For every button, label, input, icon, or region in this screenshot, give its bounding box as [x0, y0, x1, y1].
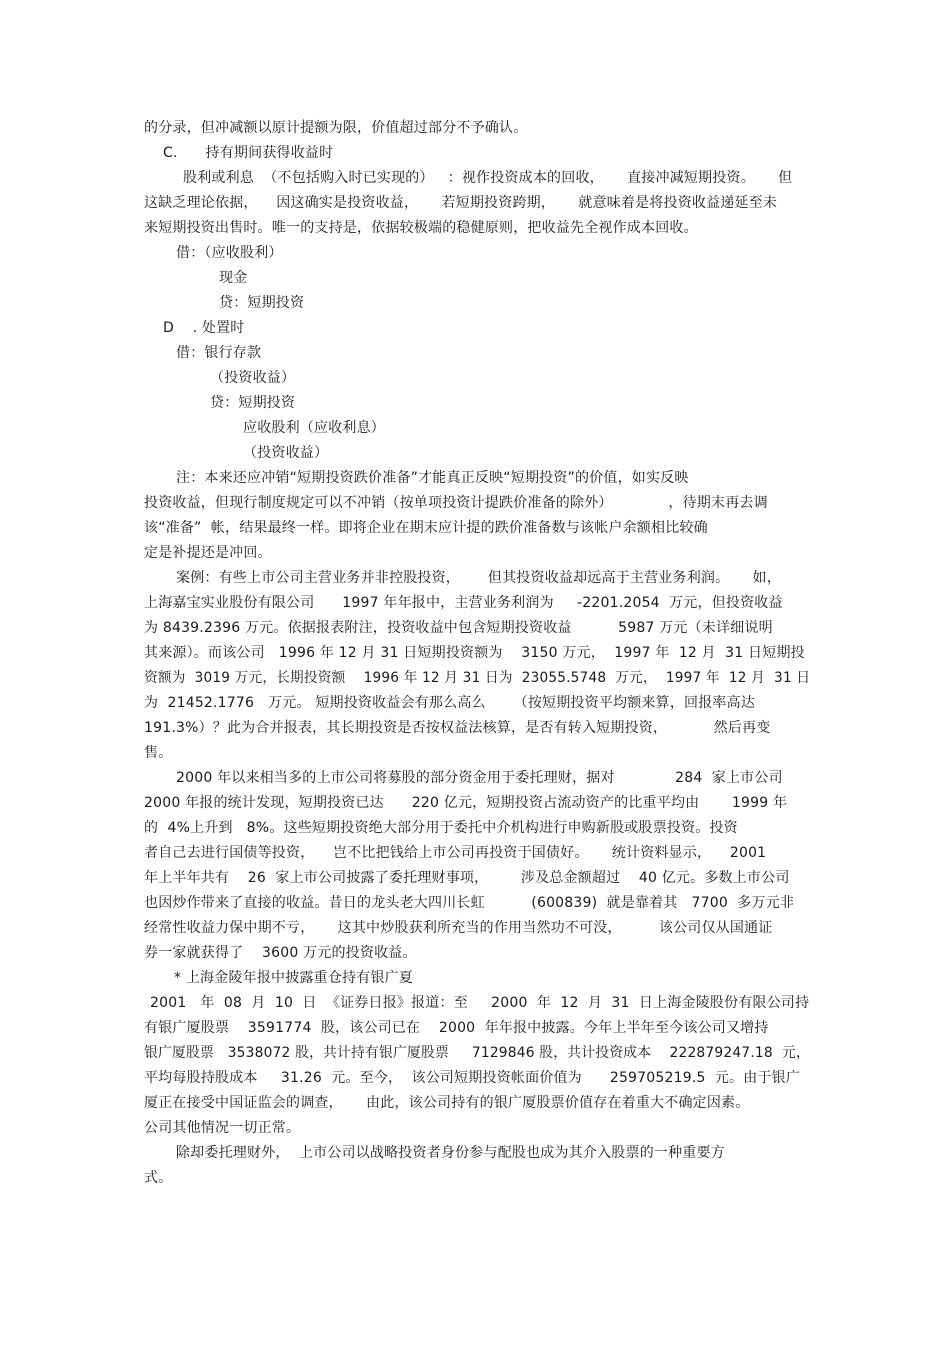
entry-line: 现金	[219, 270, 248, 286]
report-text: 2001 年 08 月 10 日 《证券日报》报道：至 2000 年 12 月 31 日上海金陵股份有限公司持	[150, 995, 810, 1011]
paragraph-text: 除却委托理财外， 上市公司以战略投资者身份参与配股也成为其介入股票的一种重要方	[176, 1145, 725, 1161]
paragraph-text: 者自己去进行国债等投资， 岂不比把钱给上市公司再投资于国债好。 统计资料显示， 2001	[144, 845, 767, 861]
case-text: 案例：有些上市公司主营业务并非控股投资， 但其投资收益却远高于主营业务利润。 如，	[176, 570, 781, 586]
case-text: 191.3%）？此为合并报表，其长期投资是否按权益法核算，是否有转入短期投资， 然后再变	[144, 720, 771, 736]
report-text: 银广厦股票 3538072 股，共计持有银广厦股票 7129846 股，共计投资成本 222879247.18 元，	[144, 1045, 810, 1061]
entry-credit: 贷：短期投资	[219, 295, 305, 311]
paragraph-text: 年上半年共有 26 家上市公司披露了委托理财事项， 涉及总金额超过 40 亿元。多数上市公司	[144, 870, 790, 886]
paragraph-text: 式。	[144, 1170, 173, 1186]
paragraph-text: 经常性收益力保中期不亏， 这其中炒股获利所充当的作用当然功不可没， 该公司仅从国通证	[144, 920, 773, 936]
paragraph-text: 券一家就获得了 3600 万元的投资收益。	[144, 945, 417, 961]
entry-line: 应收股利（应收利息）	[243, 420, 385, 436]
subheading: * 上海金陵年报中披露重仓持有银广夏	[174, 970, 414, 986]
paragraph-text: 的 4%上升到 8%。这些短期投资绝大部分用于委托中介机构进行申购新股或股票投资。投资	[144, 820, 738, 836]
entry-line: （投资收益）	[210, 370, 296, 386]
case-text: 上海嘉宝实业股份有限公司 1997 年年报中，主营业务利润为 -2201.2054 万元，但投资收益	[144, 595, 783, 611]
section-heading-d: D . 处置时	[163, 320, 245, 336]
entry-credit: 贷：短期投资	[210, 395, 296, 411]
report-text: 公司其他情况一切正常。	[144, 1120, 301, 1136]
paragraph-text: 2000 年报的统计发现，短期投资已达 220 亿元，短期投资占流动资产的比重平均由 1999 年	[144, 795, 788, 811]
report-text: 厦正在接受中国证监会的调查， 由此，该公司持有的银广厦股票价值存在着重大不确定因素。	[144, 1095, 750, 1111]
paragraph-text: 也因炒作带来了直接的收益。昔日的龙头老大四川长虹 (600839) 就是靠着其 7700 多万元非	[144, 895, 795, 911]
entry-debit: 借：银行存款	[176, 345, 262, 361]
case-text: 为 8439.2396 万元。依据报表附注，投资收益中包含短期投资收益 5987 万元（未详细说明	[144, 620, 773, 636]
note-text: 定是补提还是冲回。	[144, 545, 272, 561]
section-heading-c: C. 持有期间获得收益时	[163, 145, 334, 161]
report-text: 有银广厦股票 3591774 股，该公司已在 2000 年年报中披露。今年上半年至今该公司又增持	[144, 1020, 769, 1036]
text-line: 股利或利息 （不包括购入时已实现的） ：视作投资成本的回收， 直接冲减短期投资。 但	[183, 170, 793, 186]
note-text: 投资收益，但现行制度规定可以不冲销（按单项投资计提跌价准备的除外） ，待期末再去调	[144, 495, 768, 511]
case-text: 其来源）。而该公司 1996 年 12 月 31 日短期投资额为 3150 万元， 1997 年 12 月 31 日短期投	[144, 645, 805, 661]
text-line: 的分录，但冲减额以原计提额为限，价值超过部分不予确认。	[144, 120, 528, 136]
entry-line: （投资收益）	[243, 445, 329, 461]
note-text: 注：本来还应冲销“短期投资跌价准备”才能真正反映“短期投资”的价值，如实反映	[176, 470, 689, 486]
case-text: 为 21452.1776 万元。 短期投资收益会有那么高么 （按短期投资平均额来算，回报率高达	[144, 695, 756, 711]
note-text: 该“准备” 帐，结果最终一样。即将企业在期末应计提的跌价准备数与该帐户余额相比较确	[144, 520, 708, 536]
report-text: 平均每股持股成本 31.26 元。至今， 该公司短期投资帐面价值为 259705219.5 元。由于银广	[144, 1070, 801, 1086]
text-line: 来短期投资出售时。唯一的支持是，依据较极端的稳健原则，把收益先全视作成本回收。	[144, 220, 698, 236]
paragraph-text: 2000 年以来相当多的上市公司将募股的部分资金用于委托理财，据对 284 家上市公司	[176, 770, 783, 786]
entry-debit: 借：（应收股利）	[176, 245, 283, 261]
case-text: 资额为 3019 万元，长期投资额 1996 年 12 月 31 日为 23055.5748 万元， 1997 年 12 月 31 日	[144, 670, 811, 686]
case-text: 售。	[144, 745, 173, 761]
text-line: 这缺乏理论依据， 因这确实是投资收益， 若短期投资跨期， 就意味着是将投资收益递延至未	[144, 195, 778, 211]
